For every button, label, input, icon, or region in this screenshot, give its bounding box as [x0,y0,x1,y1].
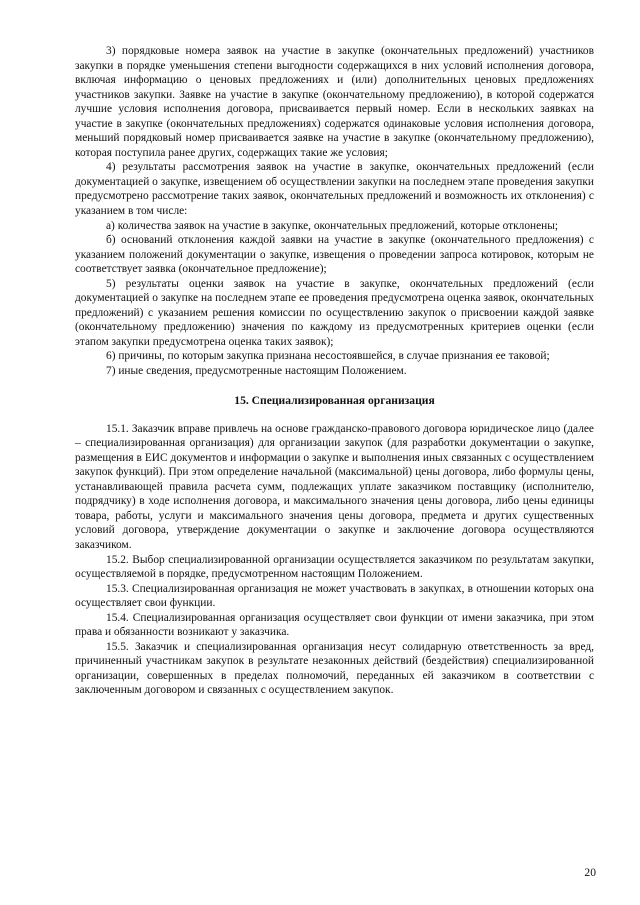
list-item-4: 4) результаты рассмотрения заявок на участие в закупке, окончательных предложений (если документацией о закупке, извещением об осуществлении закупки на последнем этапе проведения закупки предусмотрено рассмотрение таких заявок, окончательных предложений и возможность их отклонения) с указанием в том числе: [75,161,594,218]
clause-15-3: 15.3. Специализированная организация не может участвовать в закупках, в отношении которых она осуществляет свои функции. [75,582,594,610]
section-title: 15. Специализированная организация [234,393,435,407]
list-item-4a: а) количества заявок на участие в закупке, окончательных предложений, которые отклонены; [106,219,559,232]
list-item-3: 3) порядковые номера заявок на участие в закупке (окончательных предложений) участников закупки в порядке уменьшения степени выгодности содержащихся в них условий исполнения договора, включая информацию о ценовых предложениях и (или) дополнительных ценовых предложениях участников закупки. Заявке на участие в закупке (окончательному предложению), в которой содержатся лучшие условия исполнения договора, присваивается первый номер. Если в нескольких заявках на участие в закупке (окончательных предложениях) содержатся одинаковые условия исполнения договора, меньший порядковый номер присваивается заявке на участие в закупке (окончательному предложению), которая поступила ранее других, содержащих такие же условия; [75,45,594,159]
clause-15-2: 15.2. Выбор специализированной организации осуществляется заказчиком по результатам закупки, осуществляемой в порядке, предусмотренном настоящим Положением. [75,553,594,581]
clause-15-5: 15.5. Заказчик и специализированная организация несут солидарную ответственность за вред, причиненный участникам закупок в результате незаконных действий (бездействия) специализированной организации, совершенных в пределах полномочий, переданных ей заказчиком в соответствии с заключенным договором и связанных с осуществлением закупок. [75,640,594,697]
list-item-6: 6) причины, по которым закупка признана несостоявшейся, в случае признания ее таковой; [106,350,550,363]
page-number: 20 [584,866,596,879]
list-item-7: 7) иные сведения, предусмотренные настоящим Положением. [106,365,407,378]
clause-15-1: 15.1. Заказчик вправе привлечь на основе гражданско-правового договора юридическое лицо (далее – специализированная организация) для организации закупок (для разработки документации о закупке, размещения в ЕИС документов и информации о закупке и выполнения иных связанных с осуществлением закупок функций). При этом определение начальной (максимальной) цены договора, либо формулы цены, устанавливающей правила расчета сумм, подлежащих уплате заказчиком поставщику (исполнителю, подрядчику) в ходе исполнения договора, и максимального значения цены договора, либо цены единицы товара, работы, услуги и максимального значения цены договора, предмета и других существенных условий договора, утверждение документации о закупке и заключение договора осуществляются заказчиком. [75,422,594,551]
list-item-4b: б) оснований отклонения каждой заявки на участие в закупке (окончательного предложения) с указанием положений документации о закупке, извещения о проведении запроса котировок, которым не соответствует заявка (окончательное предложение); [75,234,594,276]
clause-15-4: 15.4. Специализированная организация осуществляет свои функции от имени заказчика, при этом права и обязанности возникают у заказчика. [75,611,594,639]
list-item-5: 5) результаты оценки заявок на участие в закупке, окончательных предложений (если документацией о закупке на последнем этапе ее проведения предусмотрена оценка заявок, окончательных предложений) с указанием решения комиссии по осуществлению закупок о присвоении каждой заявке (окончательному предложению) значения по каждому из предусмотренных критериев оценки (если этапом закупки предусмотрена оценка таких заявок); [75,277,594,348]
